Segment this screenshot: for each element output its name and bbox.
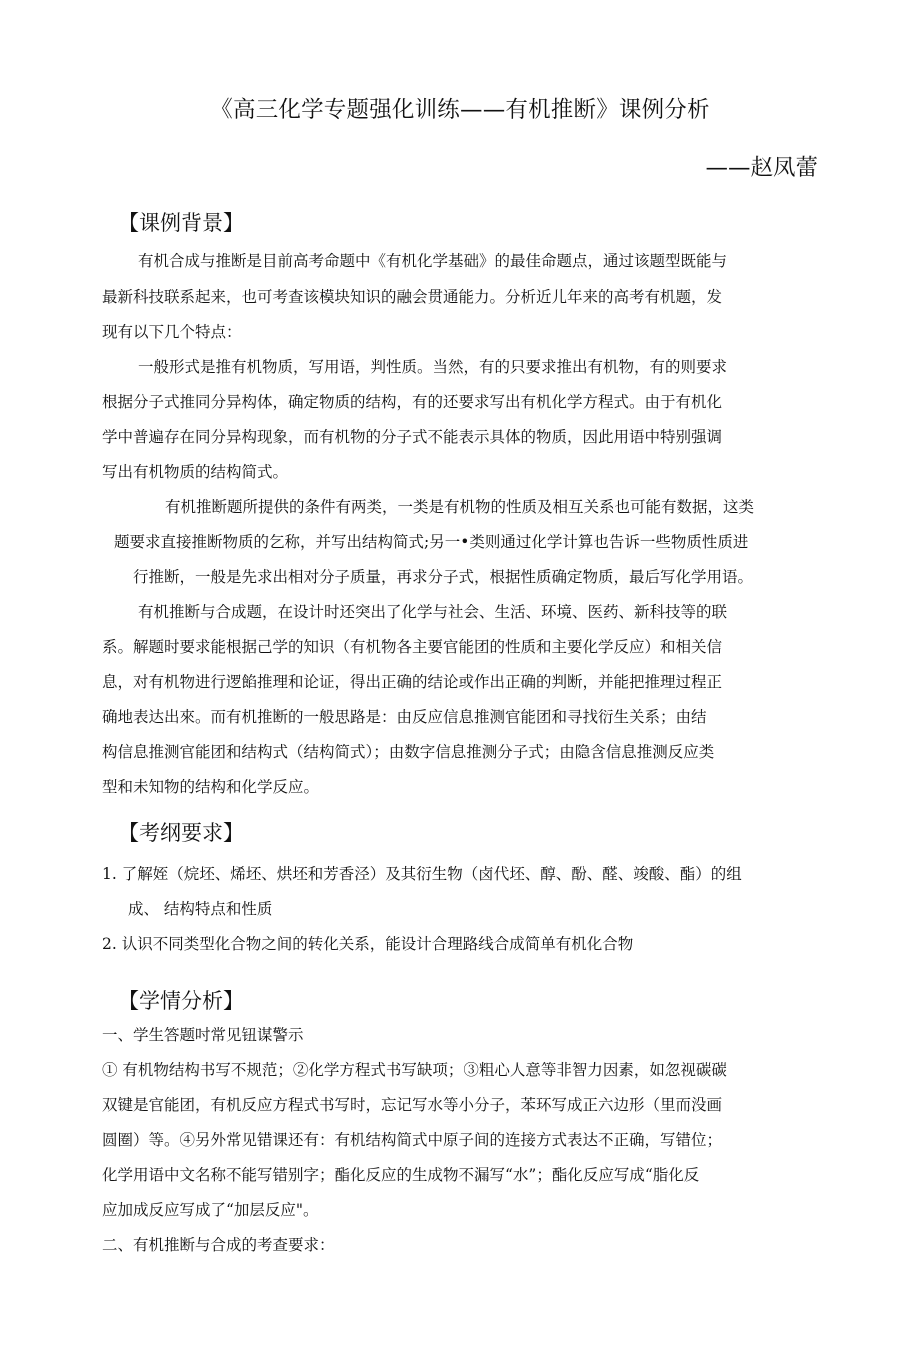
paragraph-line: 有机推断题所提供的条件有两类，一类是有机物的性质及相互关系也可能有数据，这类 — [165, 498, 755, 516]
paragraph-line: 确地表达出來。而有机推断的一般思路是：由反应信息推测官能团和寻找衍生关系；由结 — [102, 708, 707, 726]
section-heading-background: 【课例背景】 — [118, 211, 244, 235]
paragraph-line: 型和未知物的结构和化学反应。 — [102, 778, 320, 796]
paragraph-line: 现有以下几个特点： — [102, 323, 242, 341]
paragraph-line: 构信息推测官能团和结构式（结构简式）；由数字信息推测分子式；由隐含信息推测反应类 — [102, 743, 715, 761]
paragraph-line: 息，对有机物进行逻餡推理和论证，得出正确的结论或作出正确的判断，并能把推理过程正 — [102, 673, 723, 691]
list-item-continuation: 成、 结构特点和性质 — [128, 900, 273, 918]
section-heading-syllabus: 【考纲要求】 — [118, 821, 244, 845]
paragraph-line: 化学用语中文名称不能写错别字；酯化反应的生成物不漏写“水”；酯化反应写成“脂化反 — [102, 1166, 700, 1184]
page-title: 《高三化学专题强化训练——有机推断》课例分析 — [210, 97, 710, 123]
paragraph-line: 圆圈）等。④另外常见错课还有：有机结构简式中原子间的连接方式表达不正确，写错位； — [102, 1131, 723, 1149]
paragraph-line: 题要求直接推断物质的乞称，并写出结构简式;另一•类则通过化学计算也告诉一些物质性质进 — [114, 533, 749, 551]
paragraph-line: 双键是官能团，有机反应方程式书写时，忘记写水等小分子，苯环写成正六边形（里而没画 — [102, 1096, 723, 1114]
paragraph-line: ① 有机物结构书写不规范；②化学方程式书写缺项；③粗心人意等非智力因素，如忽视碳碳 — [102, 1061, 727, 1079]
author-line: ——赵凤蕾 — [705, 155, 818, 181]
paragraph-line: 系。解题时要求能根据己学的知识（有机物各主要官能团的性质和主要化学反应）和相关信 — [102, 638, 723, 656]
paragraph-line: 应加成反应写成了“加层反应"。 — [102, 1201, 319, 1219]
list-item: 2. 认识不同类型化合物之间的转化关系，能设计合理路线合成简单有机化合物 — [102, 935, 634, 953]
paragraph-line: 有机合成与推断是目前高考命题中《有机化学基础》的最佳命题点，通过该题型既能与 — [138, 252, 728, 270]
list-item: 1. 了解姪（烷坯、烯坯、烘坯和芳香泾）及其衍生物（卤代坯、醇、酚、醛、竣酸、酯）的组 — [102, 865, 742, 883]
paragraph-line: 最新科技联系起来，也可考查该模块知识的融会贯通能力。分析近儿年来的高考有机题，发 — [102, 288, 723, 306]
paragraph-line: 学中普遍存在同分异构现象，而有机物的分子式不能表示具体的物质，因此用语中特别强调 — [102, 428, 723, 446]
paragraph-line: 一般形式是推有机物质，写用语，判性质。当然，有的只要求推出有机物，有的则要求 — [138, 358, 728, 376]
paragraph-line: 一、学生答题吋常见钮谋警示 — [102, 1026, 304, 1044]
paragraph-line: 二、有机推断与合成的考查要求： — [102, 1236, 335, 1254]
paragraph-line: 写出有机物质的结构简式。 — [102, 463, 289, 481]
paragraph-line: 根据分子式推同分异构体，确定物质的结构，有的还要求写出有机化学方程式。由于有机化 — [102, 393, 723, 411]
paragraph-line: 有机推断与合成题，在设计时还突出了化学与社会、生活、环境、医药、新科技等的联 — [138, 603, 728, 621]
paragraph-line: 行推断，一般是先求出相对分子质量，再求分子式，根据性质确定物质，最后写化学用语。 — [133, 568, 754, 586]
section-heading-analysis: 【学情分析】 — [118, 989, 244, 1013]
